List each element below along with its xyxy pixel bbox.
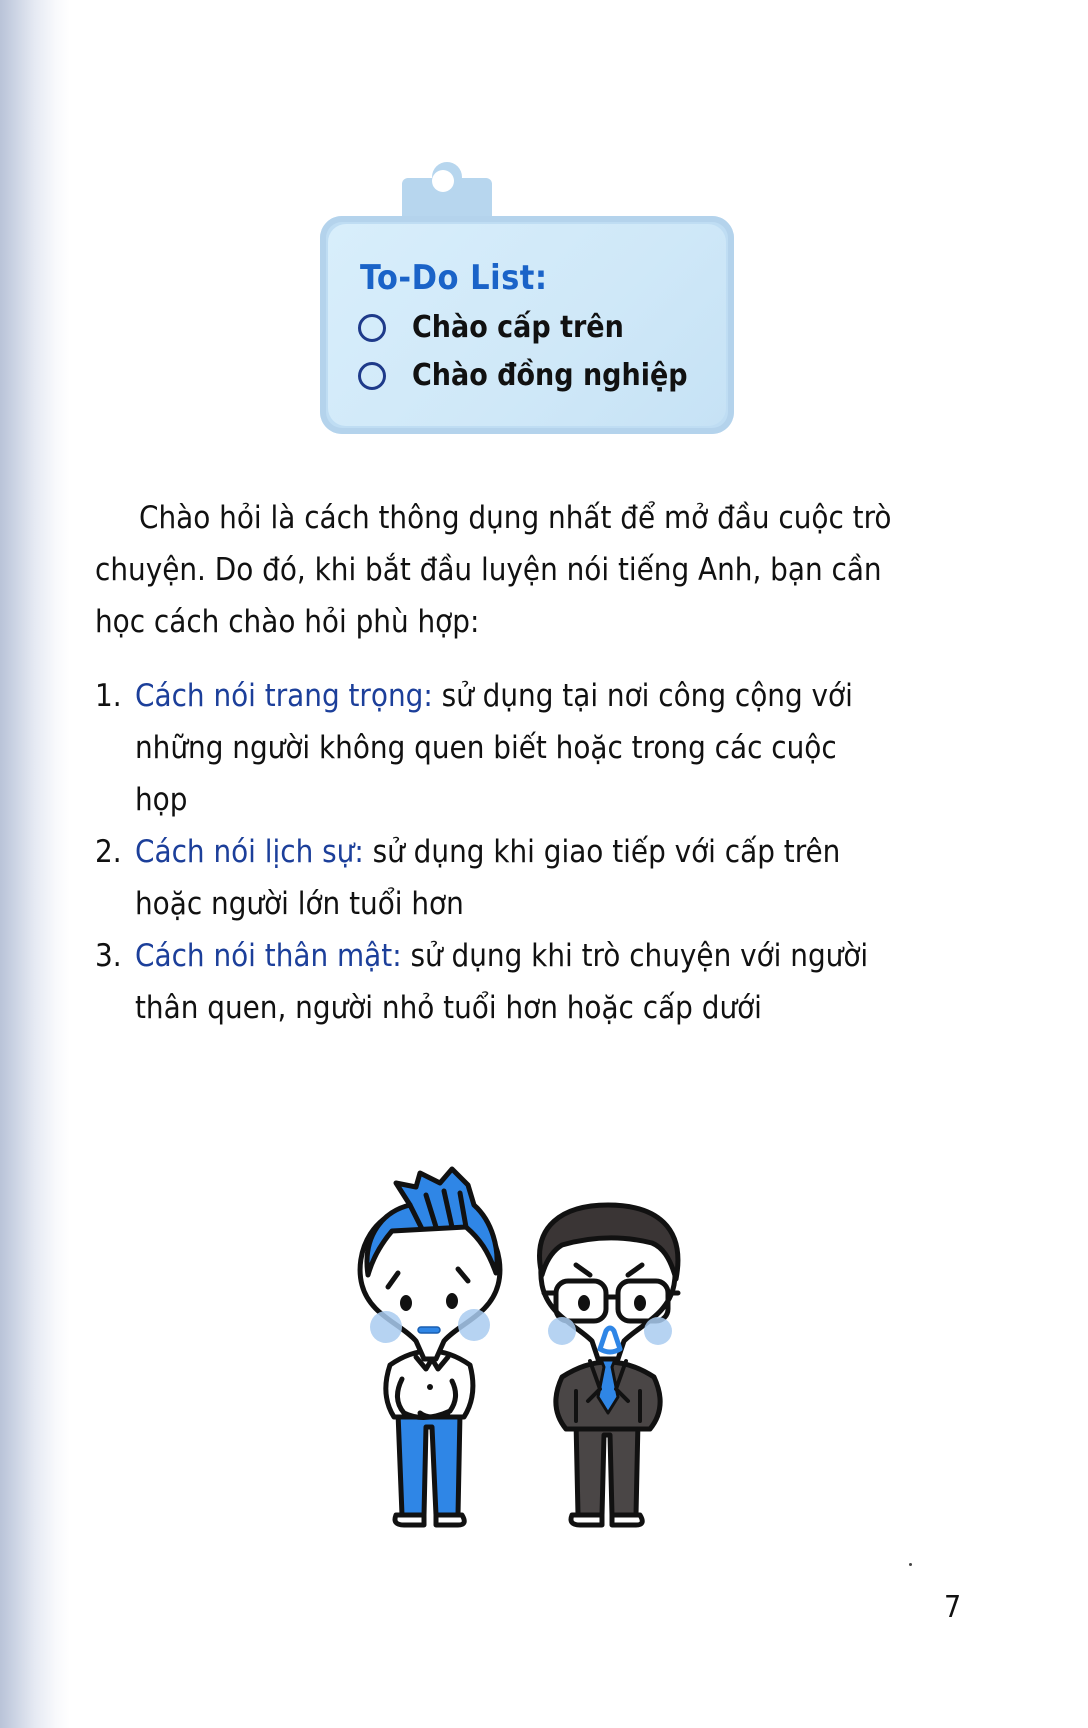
page-number: 7: [944, 1590, 962, 1625]
list-line: hoặc người lớn tuổi hơn: [135, 886, 464, 922]
list-number: 2.: [95, 834, 122, 870]
paragraph-line: học cách chào hỏi phù hợp:: [95, 604, 480, 640]
list-number: 1.: [95, 678, 122, 714]
list-term: Cách nói lịch sự:: [135, 834, 364, 870]
list-term: Cách nói trang trọng:: [135, 678, 433, 714]
todo-item[interactable]: [358, 310, 624, 345]
empty-circle-checkbox-icon[interactable]: [358, 362, 386, 390]
greeting-styles-list: [95, 670, 975, 1034]
page-binding-shadow: [0, 0, 70, 1728]
list-term: Cách nói thân mật:: [135, 938, 402, 974]
list-item: 2. Cách nói lịch sự: sử dụng khi giao tiếp với cấp trên hoặc người lớn tuổi hơn: [95, 826, 975, 930]
empty-circle-checkbox-icon[interactable]: [358, 314, 386, 342]
young-employee-figure: [360, 1169, 500, 1525]
intro-paragraph: [95, 492, 975, 648]
boss-figure: [540, 1205, 678, 1525]
paragraph-line: chuyện. Do đó, khi bắt đầu luyện nói tiếng Anh, bạn cần: [95, 552, 882, 588]
list-line: thân quen, người nhỏ tuổi hơn hoặc cấp dưới: [135, 990, 762, 1026]
todo-item-label: Chào đồng nghiệp: [412, 358, 688, 393]
list-line: họp: [135, 782, 188, 818]
todo-title: To-Do List:: [360, 258, 548, 298]
paragraph-line: Chào hỏi là cách thông dụng nhất để mở đầu cuộc trò: [139, 500, 892, 536]
list-number: 3.: [95, 938, 122, 974]
todo-item[interactable]: [358, 358, 688, 393]
print-speck: [909, 1563, 912, 1566]
list-item: 3. Cách nói thân mật: sử dụng khi trò chuyện với người thân quen, người nhỏ tuổi hơn hoặc cấp dưới: [95, 930, 975, 1034]
list-line: những người không quen biết hoặc trong các cuộc: [135, 730, 837, 766]
two-characters-illustration: [340, 1165, 730, 1540]
todo-item-label: Chào cấp trên: [412, 310, 624, 345]
list-item: 1. Cách nói trang trọng: sử dụng tại nơi công cộng với những người không quen biết hoặc trong các cuộc họp: [95, 670, 975, 826]
todo-clipboard: [320, 178, 734, 434]
clipboard-clip-hole: [432, 170, 454, 192]
